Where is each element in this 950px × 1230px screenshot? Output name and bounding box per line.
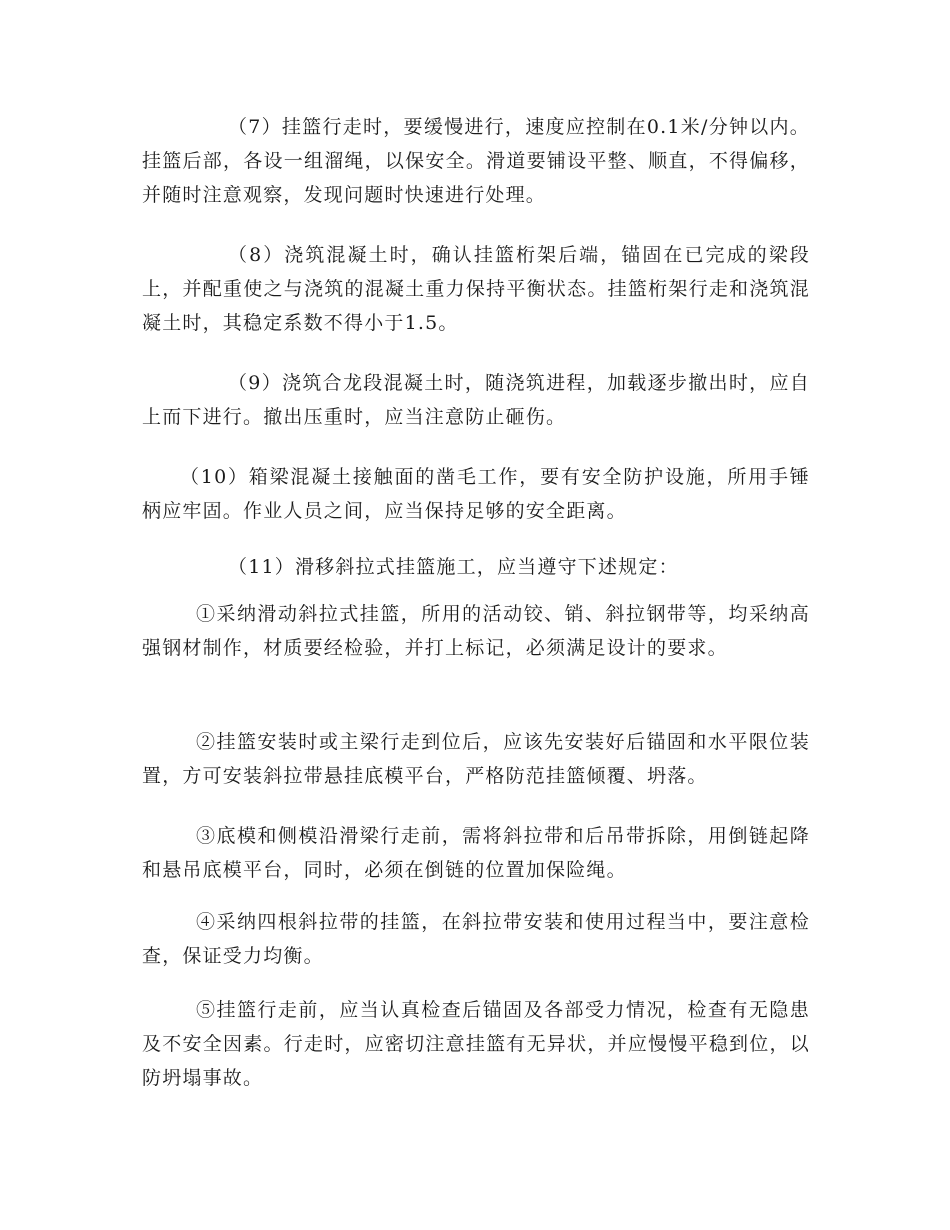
item-4: ④采纳四根斜拉带的挂篮，在斜拉带安装和使用过程当中，要注意检查，保证受力均衡。 [142, 911, 810, 967]
paragraph-9: （9）浇筑合龙段混凝土时，随浇筑进程，加载逐步撤出时，应自上而下进行。撤出压重时，应当注意防止砸伤。 [142, 372, 810, 428]
item-1: ①采纳滑动斜拉式挂篮，所用的活动铰、销、斜拉钢带等，均采纳高强钢材制作，材质要经检验，并打上标记，必须满足设计的要求。 [142, 603, 810, 659]
paragraph-7: （7）挂篮行走时，要缓慢进行，速度应控制在0.1米/分钟以内。挂篮后部，各设一组溜绳，以保安全。滑道要铺设平整、顺直，不得偏移，并随时注意观察，发现问题时快速进行处理。 [142, 116, 810, 206]
item-2: ②挂篮安装时或主梁行走到位后，应该先安装好后锚固和水平限位装置，方可安装斜拉带悬挂底模平台，严格防范挂篮倾覆、坍落。 [142, 731, 810, 787]
item-3: ③底模和侧模沿滑梁行走前，需将斜拉带和后吊带拆除，用倒链起降和悬吊底模平台，同时，必须在倒链的位置加保险绳。 [142, 825, 810, 881]
item-5: ⑤挂篮行走前，应当认真检查后锚固及各部受力情况，检查有无隐患及不安全因素。行走时，应密切注意挂篮有无异状，并应慢慢平稳到位，以防坍塌事故。 [142, 999, 810, 1089]
paragraph-11: （11）滑移斜拉式挂篮施工，应当遵守下述规定： [228, 556, 679, 578]
paragraph-8: （8）浇筑混凝土时，确认挂篮桁架后端，锚固在已完成的梁段上，并配重使之与浇筑的混凝土重力保持平衡状态。挂篮桁架行走和浇筑混凝土时，其稳定系数不得小于1.5。 [142, 244, 810, 334]
paragraph-10: （10）箱梁混凝土接触面的凿毛工作，要有安全防护设施，所用手锤柄应牢固。作业人员之间，应当保持足够的安全距离。 [142, 466, 810, 522]
